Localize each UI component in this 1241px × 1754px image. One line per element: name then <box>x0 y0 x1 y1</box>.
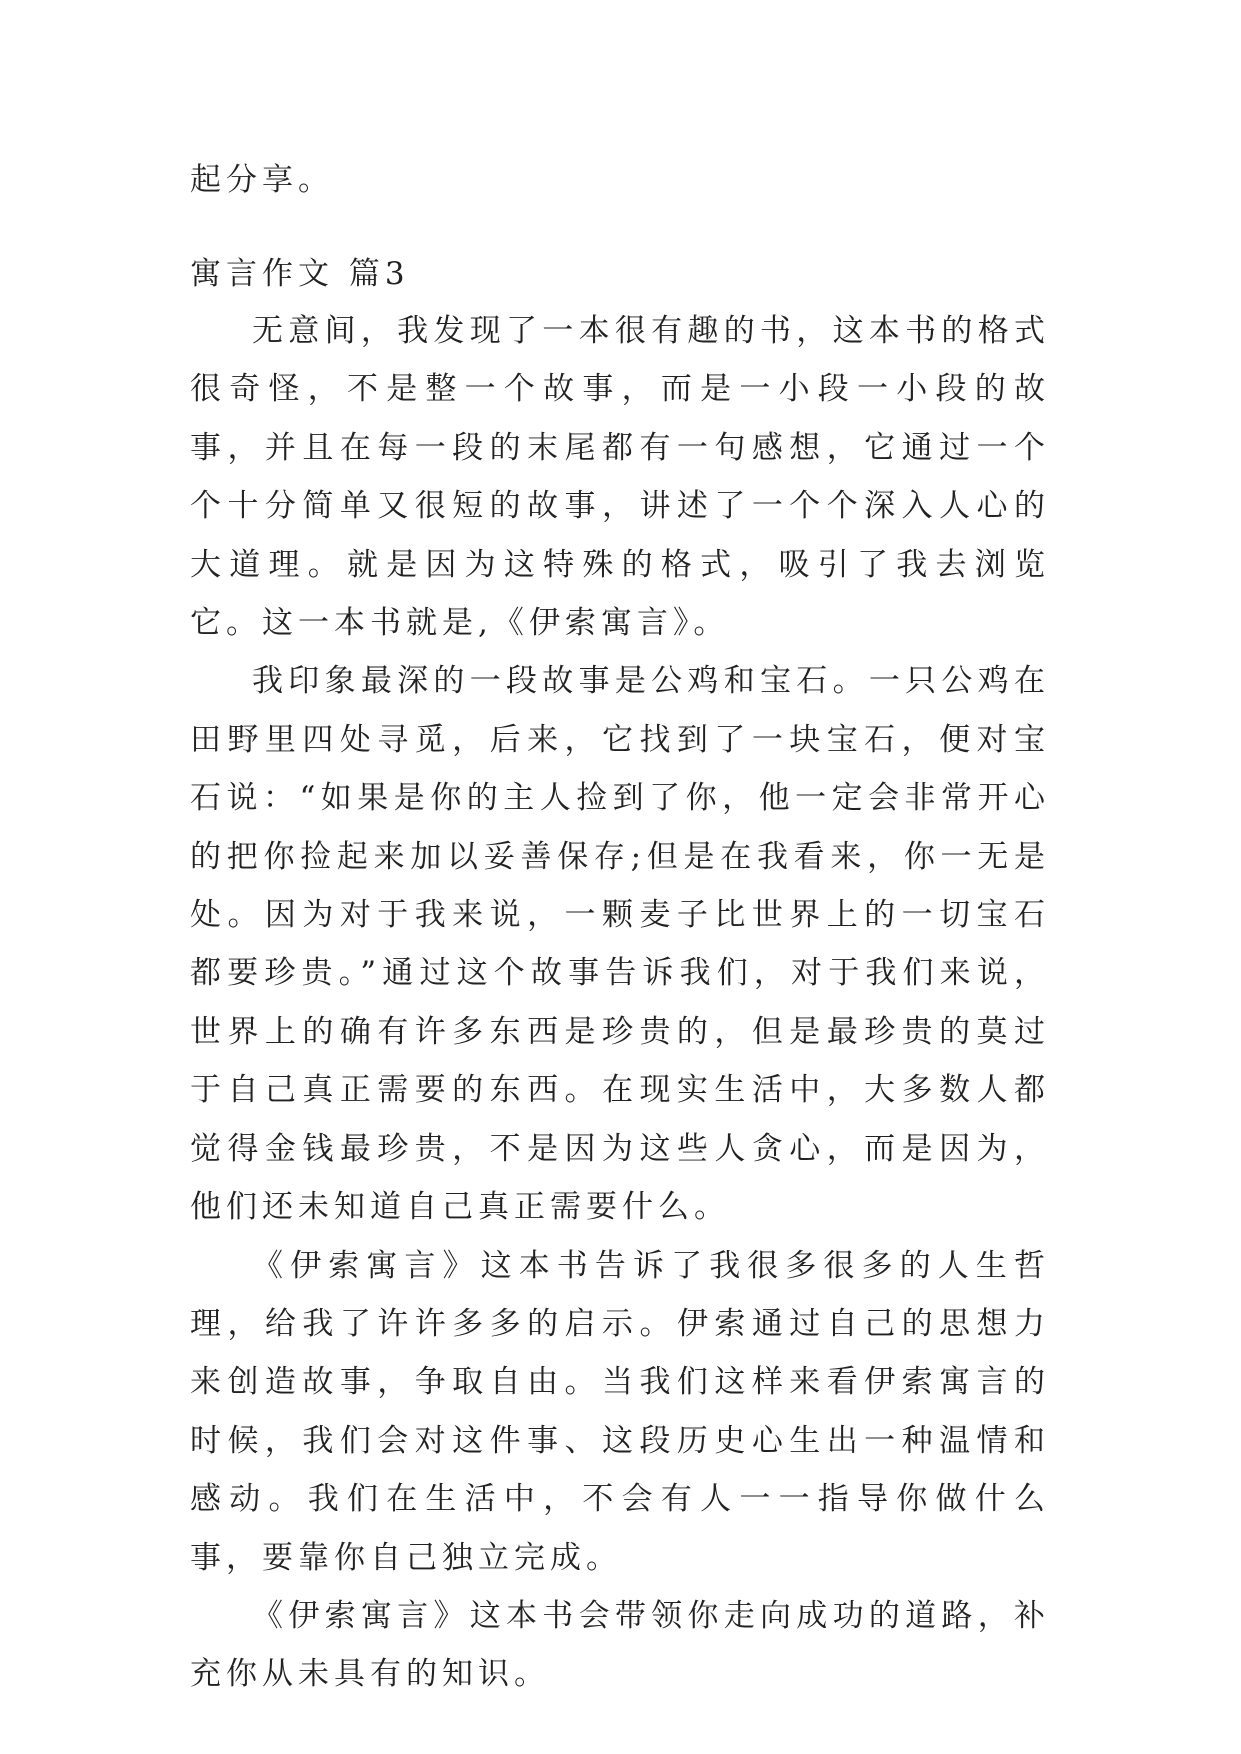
section-heading: 寓言作文 篇3 <box>190 256 410 292</box>
continuation-text: 起分享。 <box>190 162 334 198</box>
paragraph-1: 无意间，我发现了一本很有趣的书，这本书的格式很奇怪，不是整一个故事，而是一小段一小段的故事，并且在每一段的末尾都有一句感想，它通过一个个十分简单又很短的故事，讲述了一个个深入人心的大道理。就是因为这特殊的格式，吸引了我去浏览它。这一本书就是,《伊索寓言》。 <box>190 313 1050 642</box>
paragraph-3: 《伊索寓言》这本书告诉了我很多很多的人生哲理，给我了许许多多的启示。伊索通过自己的思想力来创造故事，争取自由。当我们这样来看伊索寓言的时候，我们会对这件事、这段历史心生出一种温情和感动。我们在生活中，不会有人一一指导你做什么事，要靠你自己独立完成。 <box>190 1247 1050 1576</box>
paragraph-2: 我印象最深的一段故事是公鸡和宝石。一只公鸡在田野里四处寻觅，后来，它找到了一块宝石，便对宝石说：“如果是你的主人捡到了你，他一定会非常开心的把你捡起来加以妥善保存;但是在我看来，你一无是处。因为对于我来说，一颗麦子比世界上的一切宝石都要珍贵。”通过这个故事告诉我们，对于我们来说，世界上的确有许多东西是珍贵的，但是最珍贵的莫过于自己真正需要的东西。在现实生活中，大多数人都觉得金钱最珍贵，不是因为这些人贪心，而是因为，他们还未知道自己真正需要什么。 <box>190 663 1050 1226</box>
document-body <box>190 152 1050 1704</box>
paragraph-4: 《伊索寓言》这本书会带领你走向成功的道路，补充你从未具有的知识。 <box>190 1597 1050 1693</box>
